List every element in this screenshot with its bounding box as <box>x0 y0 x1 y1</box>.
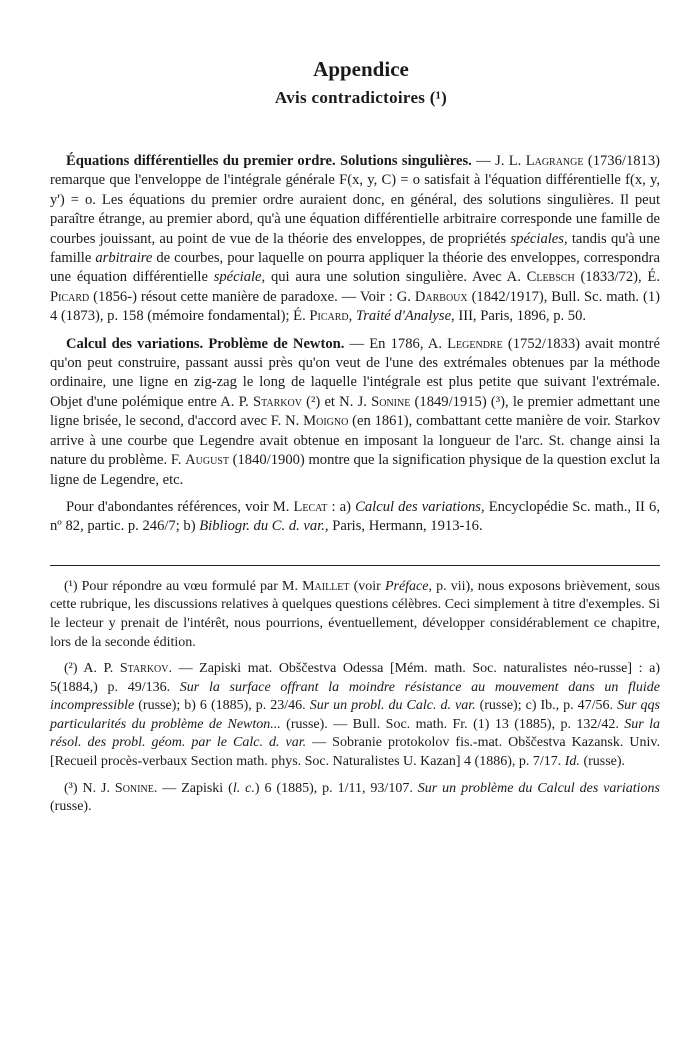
italic-text: Bibliogr. du C. d. var. <box>199 518 325 535</box>
italic-text: Sur un problème du Calcul des variations <box>417 780 661 796</box>
text-run: (1736/1813) remarque que l'enveloppe de l'intégrale générale F(x, y, C) = o satisfait à l'équation différentielle f(x, y, y') = o. Les équations du premier ordre auraient donc, en général, des solutions singulières. Il peut paraître étrange, au premier abord, qu'à une équation différentielle arbitraire corresponde une famille de courbes jouissant, au point de vue de la théorie des enveloppes, de propriétés <box>50 153 660 247</box>
text-run: (1856-) résout cette manière de paradoxe. — Voir : G. <box>89 288 415 305</box>
author-name: Clebsch <box>526 269 575 286</box>
section-body <box>50 336 660 488</box>
footnote-divider <box>50 565 660 566</box>
text-run: (russe); b) 6 (1885), p. 23/46. <box>134 698 310 714</box>
author-name: Sonine <box>114 780 154 796</box>
text-run: (russe); c) Ib., p. 47/56. <box>475 698 618 714</box>
author-name: Lagrange <box>525 153 584 169</box>
text-run: — Sobranie protokolov fis.-mat. Obščestva Kazansk. Univ. [Recueil procès-verbaux Section math. phys. Soc. Naturalistes U. Kazan] 4 (1886), p. 7/17. <box>50 735 660 770</box>
author-name: Starkov <box>252 393 302 410</box>
author-name: Moigno <box>303 413 349 430</box>
text-run: : a) <box>327 498 356 515</box>
footnote-3 <box>50 780 660 817</box>
text-run: (1842/1917), Bull. Sc. math. (1) 4 (1873), p. 158 (mémoire fondamental); É. <box>50 288 660 325</box>
italic-text: Sur la surface offrant la moindre résistance au mouvement dans un fluide incompressible <box>50 679 660 714</box>
section-calculus-of-variations <box>50 335 660 490</box>
author-name: Sonine <box>371 393 411 410</box>
text-run: (1840/1900) montre que la signification physique de la question exclut la ligne de Legendre, etc. <box>50 452 660 488</box>
italic-text: Sur la résol. des probl. géom. par le Calc. d. var. <box>50 716 661 751</box>
text-run: (1849/1915) (³), le premier admettant une ligne brisée, le second, d'accord avec F. N. <box>50 393 660 430</box>
italic-text: arbitraire <box>95 250 153 267</box>
author-name: Picard <box>50 288 90 305</box>
text-run: ) 6 (1885), p. 1/11, 93/107. <box>254 780 418 796</box>
author-name: Legendre <box>447 335 503 352</box>
text-run: — J. L. <box>471 153 526 169</box>
text-run: (russe). — Bull. Soc. math. Fr. (1) 13 (1885), p. 132/42. <box>280 716 625 732</box>
page-title: Appendice <box>313 57 409 81</box>
italic-text: l. c. <box>232 780 255 796</box>
italic-text: Sur un probl. du Calc. d. var. <box>309 698 476 714</box>
author-name: Starkov <box>119 661 169 677</box>
italic-text: Id. <box>564 754 580 770</box>
text-run: , Paris, Hermann, 1913-16. <box>324 518 483 535</box>
section-references <box>50 498 660 537</box>
text-run: (1833/72), É. <box>574 269 660 286</box>
text-run: (russe). <box>579 754 626 770</box>
text-run: , III, Paris, 1896, p. 50. <box>451 308 587 325</box>
subtitle-text: Avis contradictoires <box>274 88 426 107</box>
section-heading: Calcul des variations. Problème de Newton. <box>66 335 345 352</box>
section-singular-solutions <box>50 152 660 327</box>
text-run: , <box>348 308 356 325</box>
page-subtitle <box>50 86 660 110</box>
author-name: August <box>185 452 229 469</box>
text-run: . — Zapiski mat. Obščestva Odessa [Mém. math. Soc. naturalistes néo-russe] : a) 5(1884,) p. 49/136. <box>50 661 660 695</box>
italic-text: Préface <box>384 578 429 594</box>
text-run: (voir <box>349 578 385 594</box>
text-run: (¹) Pour répondre au vœu formulé par M. <box>64 578 303 594</box>
text-run: — En 1786, A. <box>344 335 448 352</box>
text-run: , tandis qu'à une famille <box>50 230 660 267</box>
author-name: Picard <box>309 308 349 325</box>
section-body <box>50 153 660 324</box>
subtitle-footnote-mark[interactable]: (¹) <box>429 88 448 107</box>
page <box>50 56 660 817</box>
text-run: , p. vii), nous exposons brièvement, sous cette rubrique, les discussions relatives à quelques questions célèbres. Ceci simplement à titre d'exemples. Si le lecteur y prenait de l'intérêt, nous pourrions, éventuellement, développer considérablement ce chapitre, lors de la seconde édition. <box>50 578 660 650</box>
text-run: , qui aura une solution singulière. Avec A. <box>261 269 527 286</box>
section-heading: Équations différentielles du premier ordre. Solutions singulières. <box>66 153 472 169</box>
text-run: . — Zapiski ( <box>153 780 233 796</box>
text-run: , Encyclopédie Sc. math., II 6, nº 82, partic. p. 246/7; b) <box>50 498 660 535</box>
text-run: Pour d'abondantes références, voir M. <box>66 498 294 515</box>
italic-text: Calcul des variations <box>355 498 481 515</box>
author-name: Darboux <box>414 288 468 305</box>
italic-text: Sur qqs particularités du problème de Newton... <box>50 698 660 732</box>
main-text <box>50 152 660 537</box>
text-run: de courbes, pour laquelle on pourra appliquer la théorie des enveloppes, correspondra une équation différentielle <box>50 250 660 286</box>
text-run: (²) et N. J. <box>301 393 372 410</box>
footnote-1 <box>50 578 660 652</box>
author-name: Maillet <box>302 578 350 594</box>
italic-text: Traité d'Analyse <box>355 308 452 325</box>
italic-text: spéciales <box>510 230 564 247</box>
section-body <box>50 499 660 534</box>
text-run: (1752/1833) avait montré qu'on peut construire, passant aussi près qu'on veut de l'une des extrémales obtenues par la méthode ordinaire, une ligne en zig-zag le long de laquelle l'intégrale est plus petite que suivant l'extrémale. Objet d'une polémique entre A. P. <box>50 335 660 410</box>
text-run: (en 1861), combattant cette manière de voir. Starkov arrive à une courbe que Legendre avait obtenue en imposant la longueur de l'arc. St. change ainsi la nature du problème. F. <box>50 413 660 469</box>
italic-text: spéciale <box>213 269 262 286</box>
author-name: Lecat <box>293 498 328 515</box>
text-run: (²) A. P. <box>64 661 120 677</box>
text-run: (³) N. J. <box>64 780 115 796</box>
footnotes <box>50 578 660 817</box>
text-run: (russe). <box>50 799 92 815</box>
footnote-2 <box>50 660 660 772</box>
